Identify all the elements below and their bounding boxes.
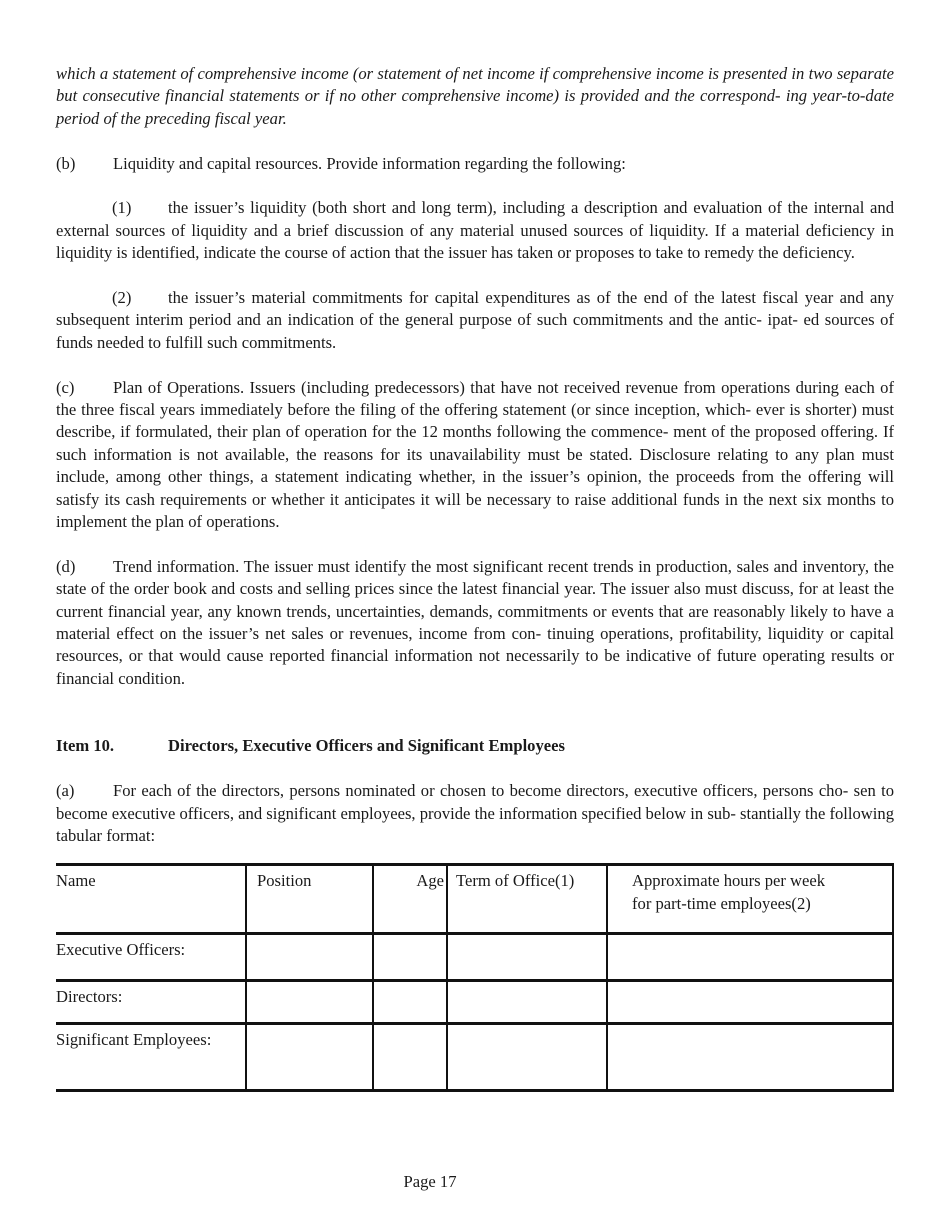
header-term: Term of Office(1) [447, 865, 607, 934]
section-c-label: (c) [56, 377, 75, 397]
table-cell [246, 1024, 373, 1091]
intro-paragraph: which a statement of comprehensive income (or statement of net income if comprehensive income is presented in two separate but consecutive financial statements or if no other comprehensive income) is provided and the correspond- ing year-to-date period of the preceding fiscal year. [56, 64, 894, 128]
section-b-label: (b) [56, 153, 76, 173]
page-number: Page 17 [403, 1172, 457, 1191]
table-cell [447, 981, 607, 1024]
table-cell [373, 981, 447, 1024]
table-row [56, 934, 893, 981]
document-body [56, 63, 894, 1092]
directors-table [56, 863, 894, 1092]
table-cell [607, 981, 893, 1024]
section-c [56, 377, 894, 534]
row-label-executive-officers: Executive Officers: [56, 934, 246, 981]
row-label-directors: Directors: [56, 981, 246, 1024]
section-b [56, 153, 894, 175]
table-cell [373, 1024, 447, 1091]
section-b-text: Liquidity and capital resources. Provide information regarding the following: [113, 153, 626, 173]
table-cell [447, 1024, 607, 1091]
table-header-row [56, 865, 893, 934]
section-d-label: (d) [56, 556, 76, 576]
section-a-text: For each of the directors, persons nominated or chosen to become directors, executive officers, persons cho- sen to become executive officers, and significant employees, provide the information specified below in sub- stantially the following tabular format: [56, 781, 894, 845]
section-d [56, 556, 894, 690]
table-cell [246, 934, 373, 981]
section-b-sub1-text: the issuer’s liquidity (both short and long term), including a description and evaluation of the internal and external sources of liquidity and a brief discussion of any material unused sources of liquidity. If a material deficiency in liquidity is identified, indicate the course of action that the issuer has taken or proposes to take to remedy the deficiency. [56, 198, 894, 263]
table-cell [607, 1024, 893, 1091]
table-row [56, 1024, 893, 1091]
table-cell [607, 934, 893, 981]
table-cell [246, 981, 373, 1024]
header-name: Name [56, 865, 246, 934]
header-position: Position [246, 865, 373, 934]
row-label-significant-employees: Significant Employees: [56, 1024, 246, 1091]
header-hours-text: Approximate hours per week for part-time employees(2) [632, 871, 826, 913]
section-b-sub1-label: (1) [112, 198, 132, 218]
section-b-sub2-label: (2) [112, 288, 132, 308]
table-cell [447, 934, 607, 981]
section-a-label: (a) [56, 781, 75, 801]
table-row [56, 981, 893, 1024]
item-10-heading [56, 735, 894, 757]
header-age: Age [373, 865, 447, 934]
section-c-text: Plan of Operations. Issuers (including predecessors) that have not received revenue from operations during each of the three fiscal years immediately before the filing of the offering statement (or since inception, which- ever is shorter) must describe, if formulated, their plan of operation for the 12 months following the commence- ment of the proposed offering. If such information is not available, the reasons for its unavailability must be stated. Disclosure relating to any plan must include, among other things, a statement indicating whether, in the issuer’s opinion, the proceeds from the offering will satisfy its cash requirements or whether it anticipates it will be necessary to raise additional funds in the next six months to implement the plan of operations. [56, 377, 894, 532]
section-b-sub2 [56, 287, 894, 354]
section-b-sub1 [56, 197, 894, 264]
section-d-text: Trend information. The issuer must identify the most significant recent trends in production, sales and inventory, the state of the order book and costs and selling prices since the latest financial year. The issuer also must discuss, for at least the current financial year, any known trends, uncertainties, demands, commitments or events that are reasonably likely to have a material effect on the issuer’s net sales or revenues, income from con- tinuing operations, profitability, liquidity or capital resources, or that would cause reported financial information not necessarily to be indicative of future operating results or financial condition. [56, 556, 894, 688]
table-cell [373, 934, 447, 981]
header-hours [607, 865, 893, 934]
item-10-number: Item 10. [56, 736, 115, 756]
section-a [56, 780, 894, 847]
item-10-title: Directors, Executive Officers and Significant Employees [168, 736, 565, 756]
section-b-sub2-text: the issuer’s material commitments for capital expenditures as of the end of the latest fiscal year and any subsequent interim period and an indication of the general purpose of such commitments and the antic- ipat- ed sources of funds needed to fulfill such commitments. [56, 288, 894, 352]
